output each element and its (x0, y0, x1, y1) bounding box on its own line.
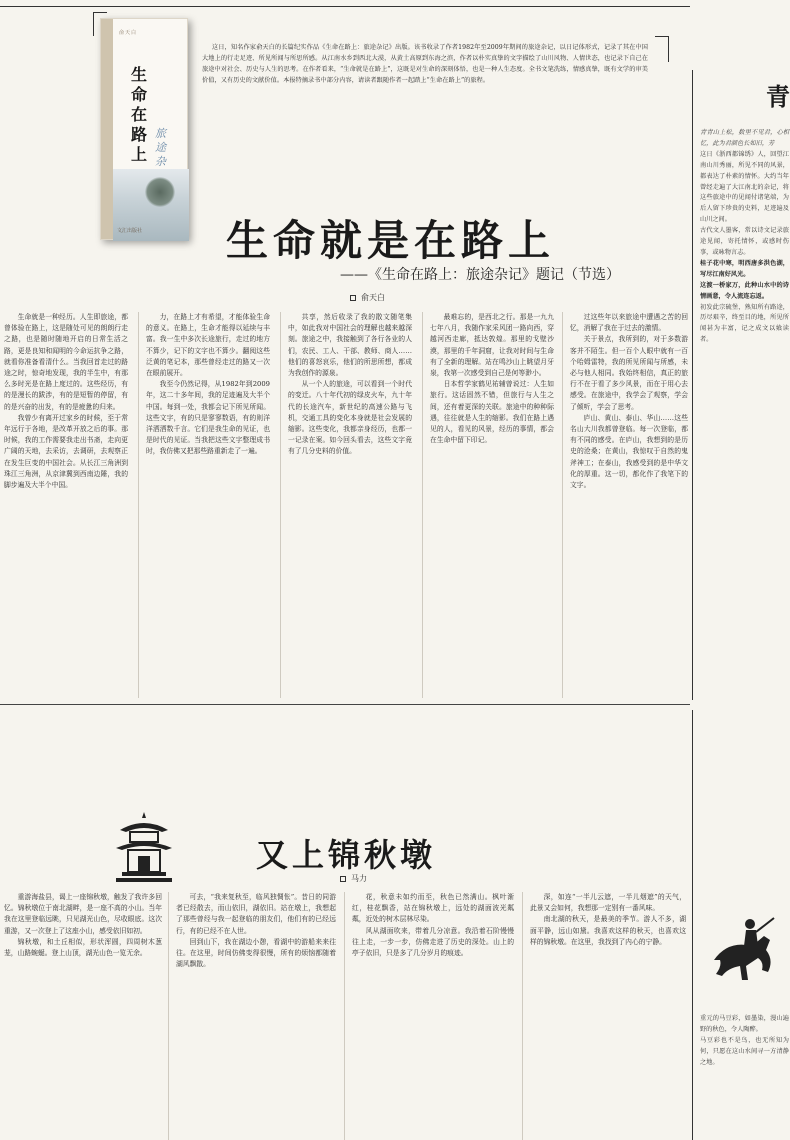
column-divider (280, 312, 281, 698)
byline-author: 马力 (351, 874, 367, 883)
column-4 (288, 312, 412, 700)
byline-square-icon (350, 295, 356, 301)
book-title: 生命在路上 (131, 65, 148, 164)
paragraph: 古代文人墨客，常以诗文记录旅途见闻，寄托情怀，或感时伤事，或咏物言志。 (700, 227, 789, 256)
section-rule (0, 704, 690, 705)
article-columns (0, 312, 690, 700)
right-column-rule (692, 70, 693, 700)
book-cover-image (100, 18, 188, 240)
paragraph: 日本哲学家鹤见祐辅曾说过：人生如旅行。这话固然不错，但旅行与人生之间，还有着更深的关联。旅途中的种种际遇，往往就是人生的缩影。我们在路上遇见的人，看见的风景，经历的事情，都会在生命中留下印记。 (430, 380, 554, 445)
column-6 (570, 312, 688, 700)
paragraph: 重元的马豆彩，如墨染，漫山遍野的秋色，令人陶醉。 (700, 1015, 789, 1033)
pagoda-icon (116, 810, 172, 884)
byline-square-icon (340, 876, 346, 882)
book-spine (101, 19, 113, 239)
byline-author: 俞天白 (361, 293, 385, 302)
column-divider (168, 892, 169, 1140)
headline-2: 又上锦秋墩 (256, 836, 437, 874)
right-article-2-fragment (700, 1014, 789, 1140)
book-publisher: 文汇出版社 (117, 228, 143, 234)
subheadline: ——《生命在路上：旅途杂记》题记（节选） (340, 267, 620, 283)
paragraph: 初发此宗硫堡，熟知所有路途，历尽艰辛，终至目的地，所见所闻甚为丰富，记之成文以飨读者。 (700, 303, 789, 344)
column-1 (4, 312, 128, 700)
right-article-fragment (700, 82, 790, 700)
column-5 (430, 312, 554, 700)
paragraph: 从一个人的旅途，可以看到一个时代的变迁。八十年代初的绿皮火车，九十年代的长途汽车，新世纪的高速公路与飞机，交通工具的变化本身就是社会发展的缩影。这些变化，我都亲身经历，也都一一记录在案。如今回头看去，这些文字竟有了几分史料的价值。 (288, 380, 412, 456)
paragraph: 桂子花中寒，明西唐多洪色湖，写尽江南好风光。 (700, 259, 789, 278)
paragraph: 我曾少有离开过家乡的时候，至于常年远行于各地，是改革开放之后的事。那时候，我的工作需要我走出书斋，走向更广阔的天地，去采访，去调研，去观察正在发生巨变的中国社会。从长江三角洲到珠江三角洲，从京津冀到西南边陲，我的脚步遍及大半个中国。 (4, 413, 128, 490)
headline: 生命就是在路上 (226, 216, 556, 265)
paragraph: 南北湖的秋天，是最美的季节。游人不多，湖面平静，远山如黛。我喜欢这样的秋天，也喜欢这样的锦秋墩。在这里，我找到了内心的宁静。 (530, 915, 686, 946)
paragraph: 共享，然后收录了我的散文随笔集中，如此我对中国社会的理解也越来越深刻。旅途之中，我接触到了各行各业的人们，农民、工人、干部、教师、商人……他们的喜怒哀乐，他们的所思所想，都成为我创作的源泉。 (288, 313, 412, 378)
paragraph: 花，秋意未如约而至，秋色已然满山。枫叶渐红，桂花飘香，站在锦秋墩上，远处的湖面波光粼粼，近处的树木层林尽染。 (352, 893, 514, 924)
paragraph: 深，如连“一半儿云遮，一半儿烟遮”的天气，此景又会如何，我想那一定别有一番风味。 (530, 893, 686, 913)
paragraph: 关于景点，我所到的，对于多数游客并不陌生。但一百个人眼中就有一百个哈姆雷特，我的所见所闻与所感，未必与他人相同。我始终相信，真正的旅行不在于看了多少风景，而在于用心去感受。在旅途中，我学会了观察，学会了倾听，学会了思考。 (570, 335, 688, 411)
paragraph: 回到山下，我在湖边小憩，看湖中的游船来来往往。在这里，时间仿佛变得很慢，所有的烦恼都随着湖风飘散。 (176, 937, 336, 969)
frame-corner-right (655, 36, 669, 62)
column-2 (176, 892, 336, 1140)
column-divider (344, 892, 345, 1140)
column-divider (138, 312, 139, 698)
paragraph: 马豆彩也不是鸟，也无所知为何，只愿在这山水间寻一方清静之地。 (700, 1036, 789, 1066)
intro-paragraph: 这日，知名作家俞天白的长篇纪实作品《生命在路上：旅途杂记》出版。该书收录了作者1982年至2009年期间的旅途杂记，以日记体形式，记录了其在中国大地上的行走足迹、所见所闻与所思所感。从江南水乡到西北大漠，从黄土高原到东海之滨，作者以朴实真挚的文字描绘了山川风物、人情世态，也记录下自己在旅途中对社会、历史与人生的思考。在作者看来，“生命就是在路上”，这既是对生命的深刻体悟，也是一种人生态度。全书文笔洗练，情感真挚，既有文学的审美价值，又有历史的文献价值。本报特摘录书中部分内容，请读者跟随作者一起踏上“生命在路上”的旅程。 (202, 44, 648, 85)
paragraph: 生命就是一种经历。人生即旅途，都曾体验在路上，这是随处可见的朗朗行走之路，也是随时随地开启的日常生活之路，更是良知和闻明的今命运抗争之路，就看你准备看清什么。当我回首走过的路途之时，惊奇地发现，我的半生中，有那么多时光是在路上度过的。这些经历，有的是漫长的跋涉，有的是短暂的停留，有的是兴奋的出发，有的是疲惫的归来。 (4, 313, 128, 411)
article-2-columns (0, 892, 690, 1140)
paragraph: 过这些年以来旅途中遭遇之苦的回忆，消解了我在于过去的激情。 (570, 313, 688, 333)
paragraph: 重游海盐县，谒上一座锦秋墩，触发了我许多回忆。锦秋墩位于南北湖畔，是一座不高的小山。当年我在这里登临远眺，只见湖光山色，尽收眼底。这次重游，又一次登上了这座小山，感受依旧如初。 (4, 893, 162, 935)
paragraph: 锦秋墩，和土丘相似，形状浑圆，四周树木葱茏，山路蜿蜒。登上山顶，湖光山色一览无余。 (4, 937, 162, 958)
column-divider (522, 892, 523, 1140)
paragraph: 我至今仍然记得，从1982年到2009年，这二十多年间，我的足迹遍及大半个中国。每到一处，我都会记下所见所闻。这些文字，有的只是寥寥数语，有的则洋洋洒洒数千言。它们是我生命的见证，也是时代的见证。当我把这些文字整理成书时，我仿佛又把那些路重新走了一遍。 (146, 380, 270, 456)
column-divider (422, 312, 423, 698)
book-tree-illustration (145, 177, 175, 207)
book-author: 俞天白 (119, 30, 138, 36)
column-3 (146, 312, 270, 700)
paragraph: 风从湖面吹来，带着几分凉意。我沿着石阶慢慢往上走，一步一步，仿佛走进了历史的深处。山上的亭子依旧，只是多了几分岁月的痕迹。 (352, 926, 514, 958)
column-3 (352, 892, 514, 1140)
column-4 (530, 892, 686, 1140)
byline-2 (340, 873, 367, 884)
paragraph: 这渡一桥家万，此种山水中的诗情画意，令人流连忘返。 (700, 281, 789, 300)
right-column-rule (692, 710, 693, 1140)
horse-rider-icon (708, 900, 788, 990)
right-article-title-char: 青 (766, 82, 790, 111)
column-1 (4, 892, 162, 1140)
paragraph: 青青山上松，数里不见君，心相忆，此为君颜色长如旧，芳 (700, 129, 789, 147)
column-divider (562, 312, 563, 698)
paragraph: 这日《浙西都锦绣》人，回望江南山川秀丽，所见不同的风景，都表达了朴素的情怀。大约当年曾经走遍了大江南北的杂记，将这些旅途中的见闻付诸笔端，为后人留下珍贵的史料，足迹遍及山川之间。 (700, 150, 789, 224)
top-rule (0, 6, 690, 7)
paragraph: 可去，“我来复秋至，临风独惆怅”。昔日的同游者已经散去，而山依旧，湖依旧。站在墩上，我想起了那些曾经与我一起登临的朋友们，他们有的已经远行，有的已经不在人世。 (176, 893, 336, 935)
byline (350, 292, 385, 303)
paragraph: 庐山、黄山、泰山、华山……这些名山大川我都曾登临。每一次登临，都有不同的感受。在庐山，我想到的是历史的沧桑；在黄山，我惊叹于自然的鬼斧神工；在泰山，我感受到的是中华文化的厚重。这一切，都化作了我笔下的文字。 (570, 413, 688, 490)
paragraph: 最难忘的，是西北之行。那是一九九七年八月，我随作家采风团一路向西，穿越河西走廊，抵达敦煌。那里的戈壁沙漠，那里的千年洞窟，让我对时间与生命有了全新的理解。站在鸣沙山上眺望月牙泉，我第一次感受到自己是何等渺小。 (430, 313, 554, 378)
paragraph: 力，在路上才有希望，才能体验生命的意义。在路上，生命才能得以延续与丰富。我一生中多次长途旅行，走过的地方不算少，记下的文字也不算少。翻阅这些泛黄的笔记本，那些曾经走过的路又一次在眼前展开。 (146, 313, 270, 378)
book-subtitle: 旅途杂 (155, 127, 166, 168)
